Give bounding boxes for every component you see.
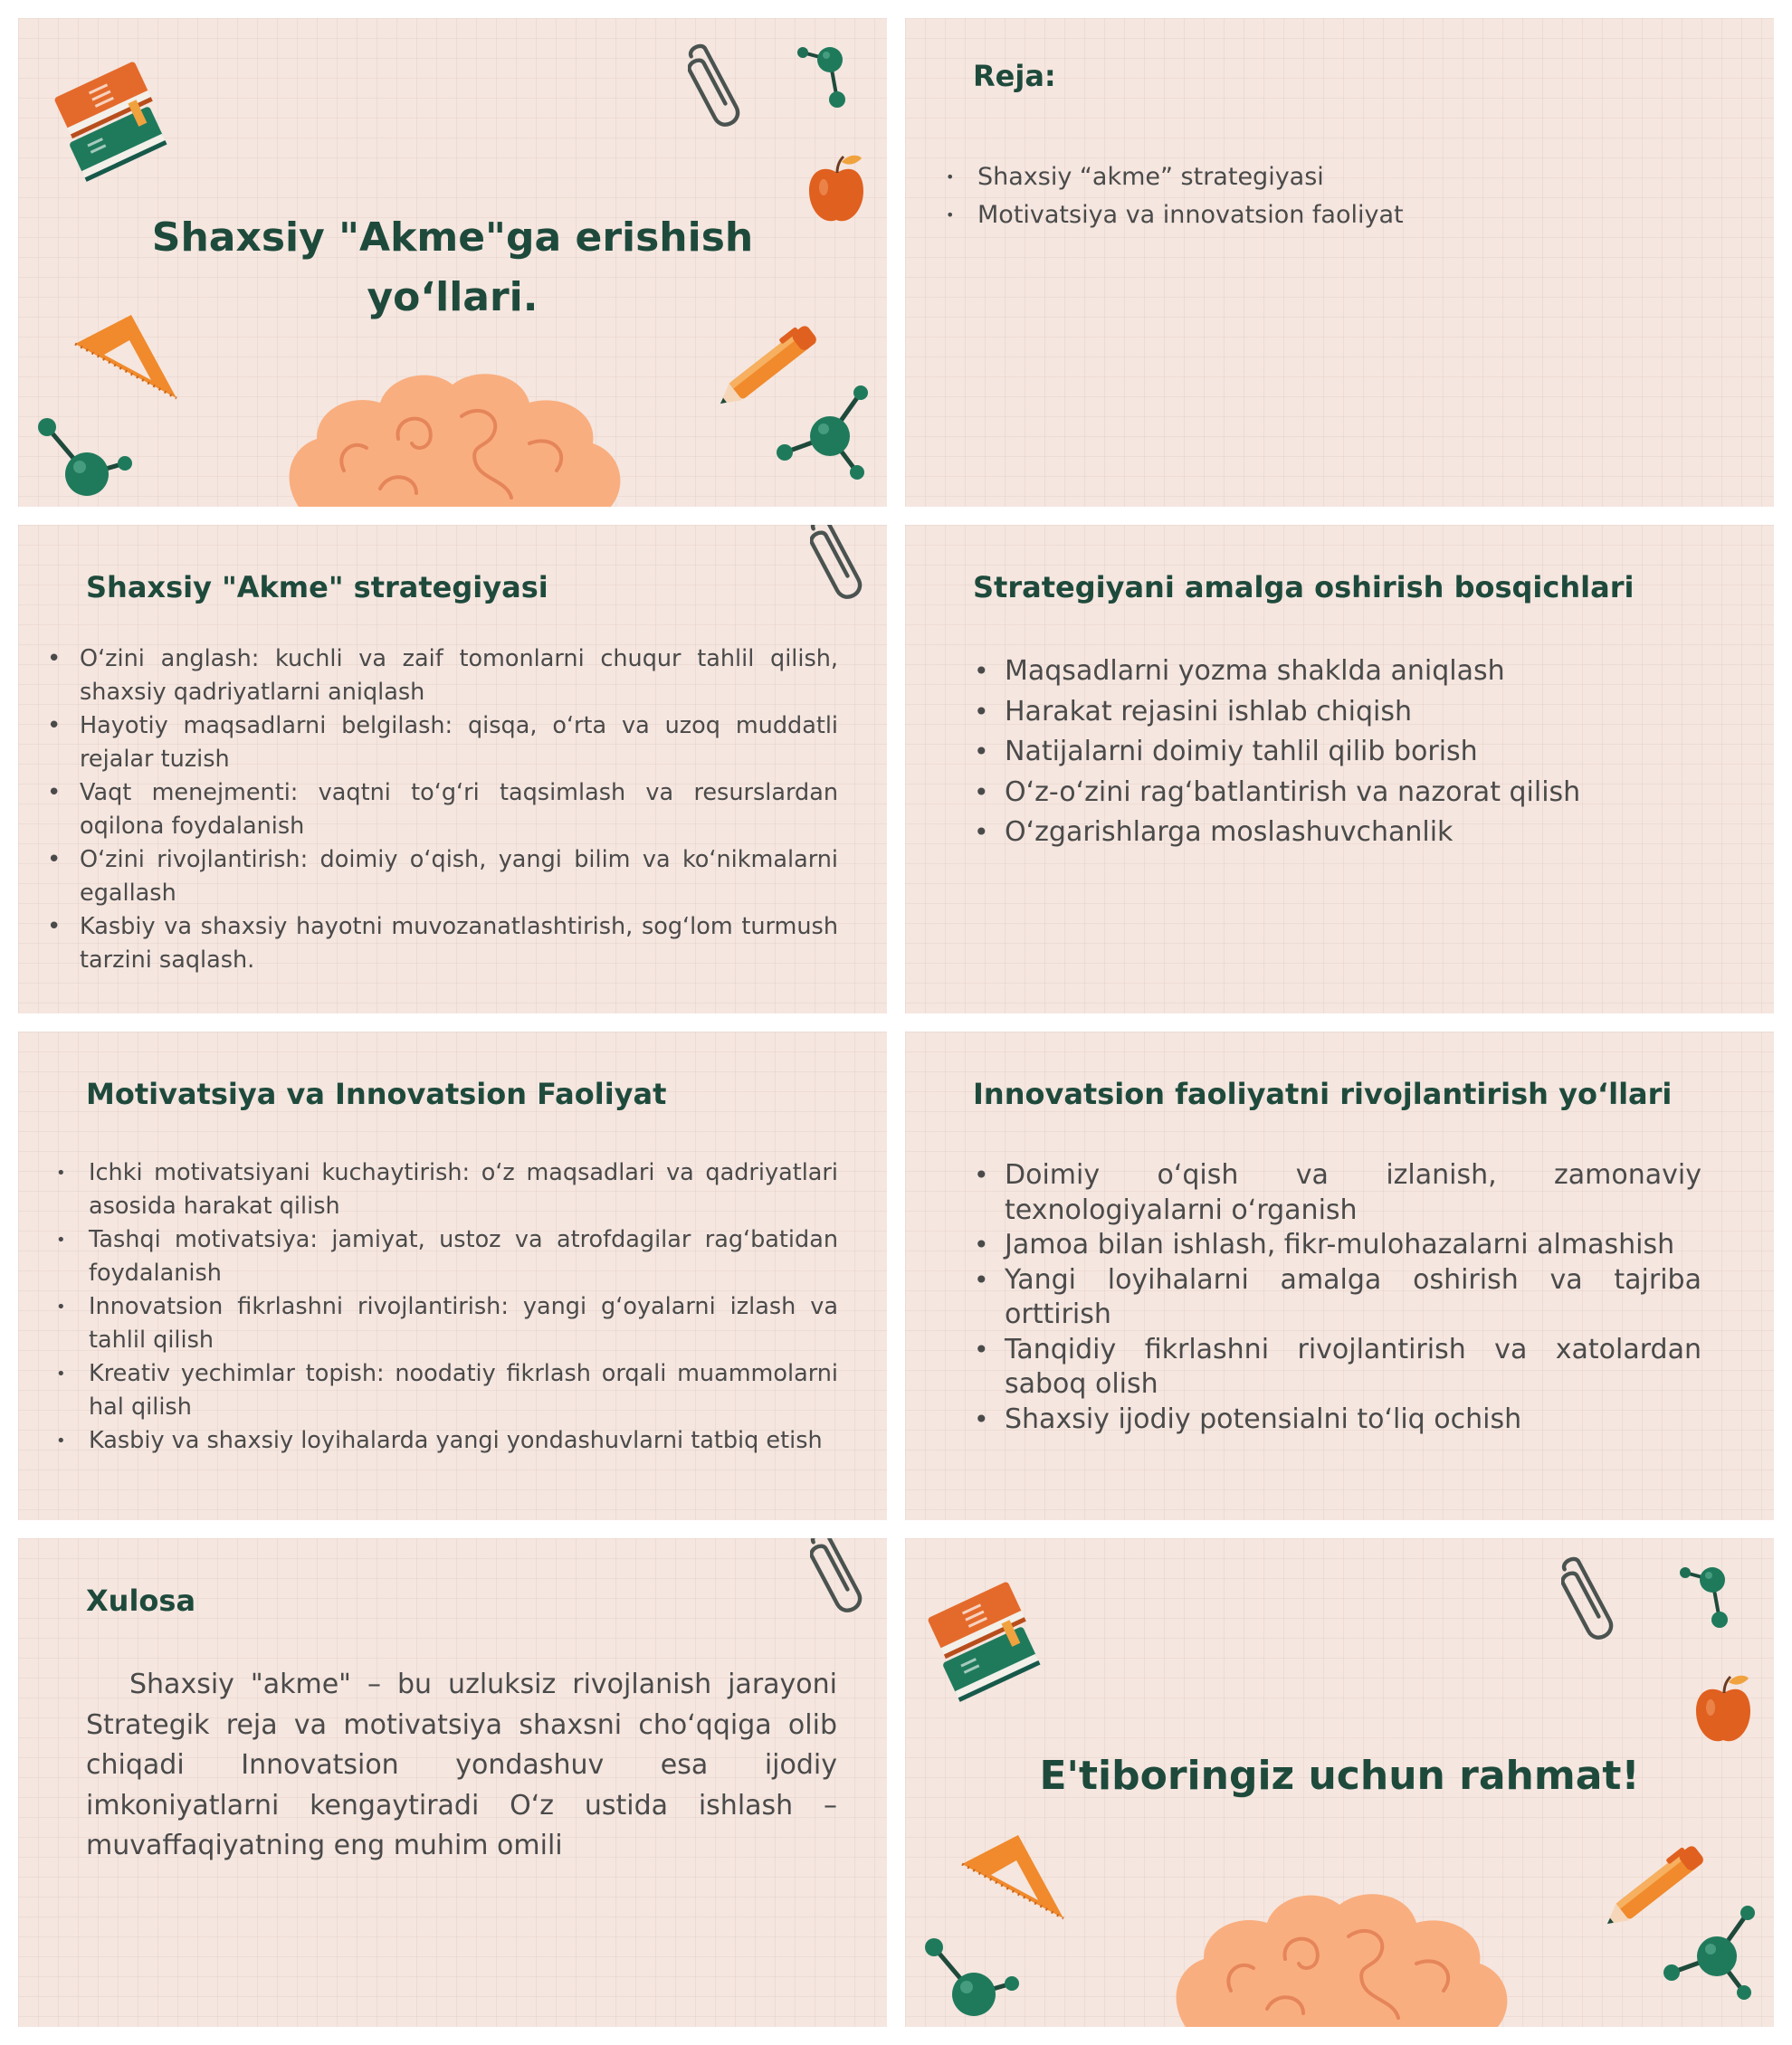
list-item: • Maqsadlarni yozma shaklda aniqlash <box>1005 652 1729 692</box>
slide-motivation <box>18 1032 887 1520</box>
strategy-list <box>80 642 838 977</box>
plan-list <box>977 158 1701 234</box>
molecule-icon <box>1661 1900 1760 2009</box>
list-item: • Hayotiy maqsadlarni belgilash: qisqa, o‘rta va uzoq muddatli rejalar tuzish <box>80 709 838 776</box>
list-item: • Kasbiy va shaxsiy loyihalarda yangi yondashuvlarni tatbiq etish <box>89 1424 838 1458</box>
list-item: • Natijalarni doimiy tahlil qilib borish <box>1005 732 1729 773</box>
brain-icon <box>1168 1882 1511 2027</box>
molecule-icon <box>1674 1556 1738 1638</box>
slide-title: Motivatsiya va Innovatsion Faoliyat <box>86 1077 667 1111</box>
slide-title: Xulosa <box>86 1584 196 1618</box>
slide-thanks <box>905 1538 1774 2027</box>
list-item: • Shaxsiy ijodiy potensialni to‘liq ochish <box>1005 1403 1701 1438</box>
paperclip-icon <box>810 525 873 606</box>
list-item: • Yangi loyihalarni amalga oshirish va tajriba orttirish <box>1005 1263 1701 1333</box>
list-item: • O‘zgarishlarga moslashuvchanlik <box>1005 813 1729 853</box>
innovation-list <box>1005 1158 1701 1437</box>
slide-stages <box>905 525 1774 1013</box>
books-icon <box>919 1561 1045 1715</box>
list-item: • O‘z-o‘zini rag‘batlantirish va nazorat qilish <box>1005 773 1729 813</box>
list-item: • Doimiy o‘qish va izlanish, zamonaviy texnologiyalarni o‘rganish <box>1005 1158 1701 1228</box>
conclusion-text: Shaxsiy "akme" – bu uzluksiz rivojlanish jarayoni Strategik reja va motivatsiya shaxsni cho‘qqiga olib chiqadi Innovatsion yondashuv esa ijodiy imkoniyatlarni kengaytiradi O‘z ustida ishlash – muvaffaqiyatning eng muhim omili <box>86 1669 837 1861</box>
slide-conclusion <box>18 1538 887 2027</box>
slide-strategy <box>18 525 887 1013</box>
slide-title: Shaxsiy "Akme" strategiyasi <box>86 570 548 604</box>
slide-title: Reja: <box>973 59 1056 93</box>
paperclip-icon <box>688 34 751 134</box>
list-item: • Jamoa bilan ishlash, fikr-mulohazalarni almashish <box>1005 1228 1701 1263</box>
apple-icon <box>1692 1669 1756 1751</box>
list-item: • Shaxsiy “akme” strategiyasi <box>977 158 1701 196</box>
molecule-icon <box>774 380 873 489</box>
cover-title-line2: yo‘llari. <box>367 274 539 320</box>
list-item: • Innovatsion fikrlashni rivojlantirish: yangi g‘oyalarni izlash va tahlil qilish <box>89 1290 838 1357</box>
cover-title-line1: Shaxsiy "Akme"ga erishish <box>151 214 754 261</box>
list-item: • Vaqt menejmenti: vaqtni to‘g‘ri taqsimlash va resurslardan oqilona foydalanish <box>80 776 838 843</box>
list-item: • O‘zini anglash: kuchli va zaif tomonlarni chuqur tahlil qilish, shaxsiy qadriyatlarni aniqlash <box>80 642 838 709</box>
motivation-list <box>89 1156 838 1458</box>
list-item: • O‘zini rivojlantirish: doimiy o‘qish, yangi bilim va ko‘nikmalarni egallash <box>80 843 838 910</box>
slide-plan <box>905 18 1774 507</box>
thanks-title: E'tiboringiz uchun rahmat! <box>1039 1753 1640 1799</box>
brain-icon <box>281 362 624 507</box>
list-item: • Tanqidiy fikrlashni rivojlantirish va xatolardan saboq olish <box>1005 1333 1701 1403</box>
slide-innovation <box>905 1032 1774 1520</box>
molecule-icon <box>792 36 855 118</box>
list-item: • Motivatsiya va innovatsion faoliyat <box>977 196 1701 234</box>
list-item: • Kreativ yechimlar topish: noodatiy fikrlash orqali muammolarni hal qilish <box>89 1357 838 1424</box>
list-item: • Harakat rejasini ishlab chiqish <box>1005 692 1729 733</box>
slide-cover <box>18 18 887 507</box>
stages-list <box>1005 652 1729 853</box>
list-item: • Kasbiy va shaxsiy hayotni muvozanatlashtirish, sog‘lom turmush tarzini saqlash. <box>80 910 838 977</box>
books-icon <box>45 41 172 195</box>
paperclip-icon <box>810 1538 873 1620</box>
list-item: • Ichki motivatsiyani kuchaytirish: o‘z maqsadlari va qadriyatlari asosida harakat qilish <box>89 1156 838 1223</box>
paperclip-icon <box>1561 1547 1625 1647</box>
list-item: • Tashqi motivatsiya: jamiyat, ustoz va atrofdagilar rag‘batidan foydalanish <box>89 1223 838 1290</box>
slide-title: Innovatsion faoliyatni rivojlantirish yo‘llari <box>973 1077 1673 1111</box>
cover-title <box>18 208 887 328</box>
molecule-icon <box>923 1936 1023 2027</box>
molecule-icon <box>36 416 136 507</box>
slide-title: Strategiyani amalga oshirish bosqichlari <box>973 570 1635 604</box>
ruler-triangle-icon <box>955 1828 1082 1927</box>
